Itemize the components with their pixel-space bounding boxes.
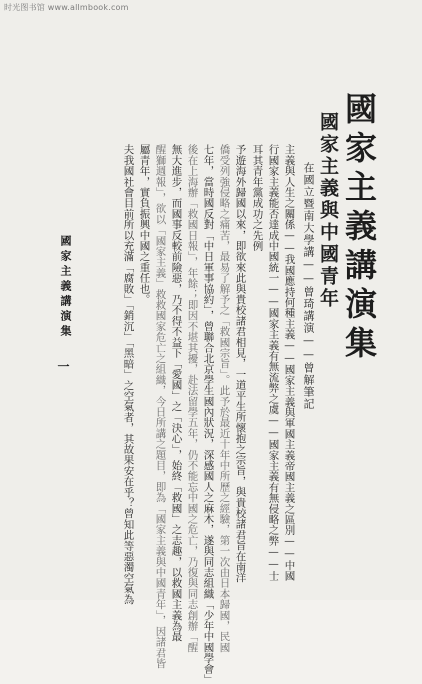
body-line-5: 無大進步，而國事反較前險惡，乃不得不益下「愛國」之「決心」，始終「救國」之志趣，以救國主義為最 <box>170 144 183 642</box>
body-line-6: 醒獅週報」，欲以「國家主義」救救國家危亡之組織，今日所講之題目，即為「國家主義與中國青年」，因諸君皆 <box>154 144 167 669</box>
page-number: 一 <box>56 360 70 372</box>
body-line-8: 夫我國社會目前所以充滿「腐敗」「銷沉」「黑暗」之空氣者，其故果安在乎？曾知此等惡濁空氣為 <box>122 144 135 605</box>
outline-line-2: 行國家主義能否達成中國統一——國家主義有無流弊之虞——國家主義有無侵略之弊——士 <box>267 144 280 581</box>
outline-line-3: 耳其青年黨成功之先例 <box>251 144 264 251</box>
page-title: 國家主義講演集 <box>340 92 378 365</box>
lecture-subtitle: 國家主義與中國青年 <box>317 112 339 310</box>
body-line-1: 予遊海外歸國以來，即欲來此與貴校諸君相見，一道平生所懷抱之宗旨，與貴校諸君旨在南洋 <box>234 144 247 583</box>
body-line-2: 僑受列強侵略之痛苦，最易了解予之「救國宗旨」。此予於最近十年中所歷之經驗，第一次由日本歸國，民國 <box>218 144 231 653</box>
body-line-3: 七年，當時國反對「中日軍事協約」，曾聯合北京學生國內狀況，深感國人之麻木，遂與同志組織「少年中國學會」 <box>202 144 215 684</box>
lecture-byline: 在國立暨南大學講——曾琦講演——曾解筆記 <box>302 162 315 410</box>
body-line-4: 後在上海辦「救國日報」，年餘；即因不堪其擾，赴法留學五年，仍不能忘中國之危亡，乃復與同志創辦「醒 <box>186 144 199 653</box>
body-line-7: 屬青年，實負振興中國之重任也。 <box>138 144 151 305</box>
watermark: 时光图书馆 www.allmbook.com <box>4 3 129 12</box>
book-title-footer: 國家主義講演集 <box>59 235 72 340</box>
outline-line-1: 主義與人生之關係——我國應持何種主義——國家主義與軍國主義帝國主義之區別——中國 <box>283 144 296 581</box>
